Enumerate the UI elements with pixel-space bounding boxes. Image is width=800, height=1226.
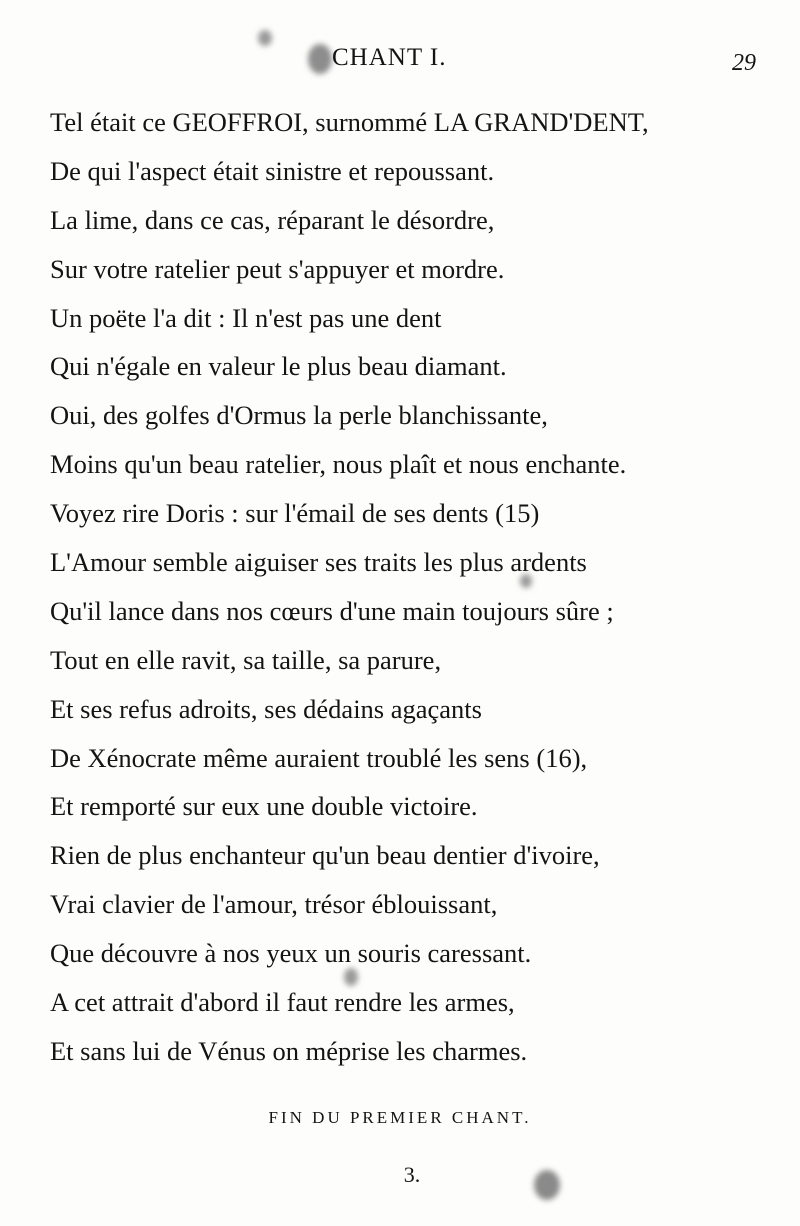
- verse-line: De Xénocrate même auraient troublé les sens (16),: [50, 742, 588, 773]
- verse-line: Voyez rire Doris : sur l'émail de ses dents (15): [50, 498, 540, 529]
- verse-line: A cet attrait d'abord il faut rendre les armes,: [50, 987, 515, 1018]
- verse-line: Tel était ce GEOFFROI, surnommé LA GRAND'DENT,: [50, 107, 649, 137]
- verse-line: La lime, dans ce cas, réparant le désordre,: [50, 204, 495, 235]
- verse-line: Tout en elle ravit, sa taille, sa parure,: [50, 644, 442, 675]
- poem-verses: [50, 98, 780, 1076]
- verse-line: L'Amour semble aiguiser ses traits les plus ardents: [50, 547, 587, 578]
- verse-line: Qu'il lance dans nos cœurs d'une main toujours sûre ;: [50, 595, 614, 626]
- verse-line: De qui l'aspect était sinistre et repoussant.: [50, 155, 495, 186]
- signature-mark: 3.: [403, 1162, 421, 1187]
- verse-line: Oui, des golfes d'Ormus la perle blanchissante,: [50, 400, 548, 431]
- page-number: 29: [732, 50, 756, 76]
- verse-line: Vrai clavier de l'amour, trésor éblouissant,: [50, 889, 498, 920]
- chapter-title: CHANT I.: [332, 44, 447, 71]
- verse-line: Sur votre ratelier peut s'appuyer et mordre.: [50, 253, 505, 284]
- running-head: [0, 44, 800, 78]
- verse-line: Rien de plus enchanteur qu'un beau dentier d'ivoire,: [50, 840, 600, 871]
- verse-line: Un poëte l'a dit : Il n'est pas une dent: [50, 302, 442, 333]
- verse-line: Moins qu'un beau ratelier, nous plaît et nous enchante.: [50, 449, 627, 480]
- verse-line: Et remporté sur eux une double victoire.: [50, 791, 478, 822]
- verse-line: Qui n'égale en valeur le plus beau diamant.: [50, 351, 507, 382]
- verse-line: Et ses refus adroits, ses dédains agaçants: [50, 693, 482, 724]
- verse-line: Que découvre à nos yeux un souris caressant.: [50, 938, 532, 969]
- end-of-chant-note: FIN DU PREMIER CHANT.: [268, 1108, 532, 1127]
- verse-line: Et sans lui de Vénus on méprise les charmes.: [50, 1035, 528, 1066]
